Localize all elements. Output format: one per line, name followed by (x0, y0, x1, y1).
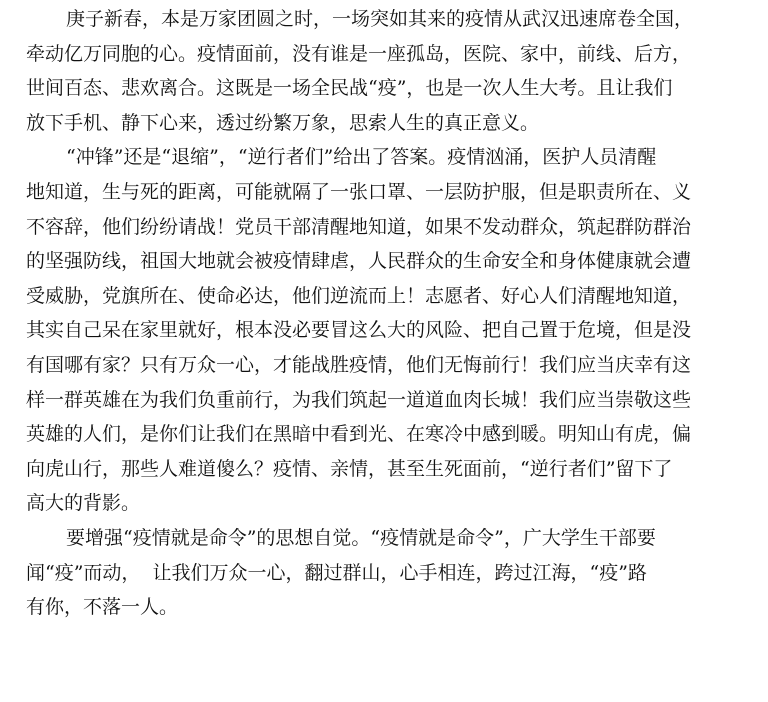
text-line: 高大的背影。 (26, 492, 141, 515)
text-line: 地知道，生与死的距离，可能就隔了一张口罩、一层防护服，但是职责所在、义 (26, 180, 692, 203)
text-line: 牵动亿万同胞的心。疫情面前，没有谁是一座孤岛，医院、家中，前线、后方， (26, 42, 692, 65)
text-line: “冲锋”还是“退缩”，“逆行者们”给出了答案。疫情汹涌，医护人员清醒 (66, 146, 657, 169)
text-line: 放下手机、静下心来，透过纷繁万象，思索人生的真正意义。 (26, 111, 540, 134)
paragraph-3 (26, 521, 746, 625)
text-line: 样一群英雄在为我们负重前行，为我们筑起一道道血肉长城！我们应当崇敬这些 (26, 388, 692, 411)
text-line: 要增强“疫情就是命令”的思想自觉。“疫情就是命令”，广大学生干部要 (66, 526, 656, 549)
text-line: 不容辞，他们纷纷请战！党员干部清醒地知道，如果不发动群众，筑起群防群治 (26, 215, 692, 238)
text-line: 世间百态、悲欢离合。这既是一场全民战“疫”，也是一次人生大考。且让我们 (26, 77, 673, 100)
text-line: 受威胁，党旗所在、使命必达，他们逆流而上！志愿者、好心人们清醒地知道， (26, 284, 692, 307)
paragraph-2 (26, 140, 746, 521)
text-line: 向虎山行，那些人难道傻么？疫情、亲情，甚至生死面前，“逆行者们”留下了 (26, 457, 673, 480)
paragraph-1 (26, 2, 746, 140)
text-line: 其实自己呆在家里就好，根本没必要冒这么大的风险、把自己置于危境，但是没 (26, 319, 692, 342)
text-line: 的坚强防线，祖国大地就会被疫情肆虐，人民群众的生命安全和身体健康就会遭 (26, 250, 692, 273)
text-line: 有国哪有家？只有万众一心，才能战胜疫情，他们无悔前行！我们应当庆幸有这 (26, 353, 692, 376)
text-line: 闻“疫”而动， 让我们万众一心，翻过群山，心手相连，跨过江海，“疫”路 (26, 561, 647, 584)
text-line: 有你，不落一人。 (26, 596, 179, 619)
text-line: 庚子新春，本是万家团圆之时，一场突如其来的疫情从武汉迅速席卷全国， (66, 8, 694, 30)
text-line: 英雄的人们，是你们让我们在黑暗中看到光、在寒冷中感到暖。明知山有虎，偏 (26, 423, 692, 446)
